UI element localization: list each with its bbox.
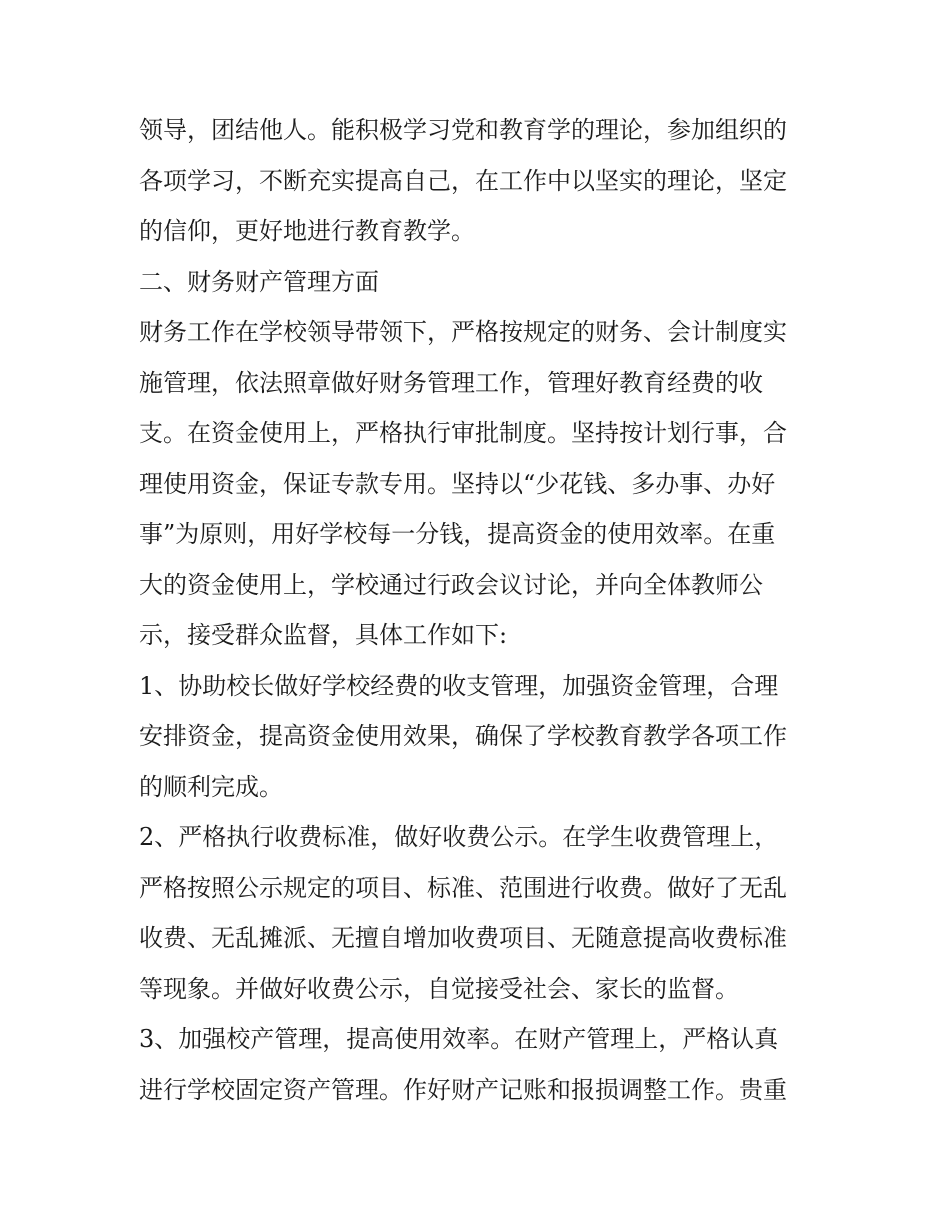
text-line: 领导，团结他人。能积极学习党和教育学的理论，参加组织的: [139, 116, 787, 144]
text-line: 收费、无乱摊派、无擅自增加收费项目、无随意提高收费标准: [139, 924, 787, 952]
document-body: [139, 105, 819, 1115]
text-line: 的顺利完成。: [139, 772, 283, 801]
text-line: 事”为原则，用好学校每一分钱，提高资金的使用效率。在重: [139, 520, 776, 548]
text-line: 施管理，依法照章做好财务管理工作，管理好教育经费的收: [139, 368, 763, 397]
text-line: 理使用资金，保证专款专用。坚持以“少花钱、多办事、办好: [139, 469, 776, 498]
section-heading: 二、财务财产管理方面: [139, 267, 379, 296]
text-line: 财务工作在学校领导带领下，严格按规定的财务、会计制度实: [139, 318, 787, 346]
text-line: 大的资金使用上，学校通过行政会议讨论，并向全体教师公: [139, 570, 763, 599]
text-line: 支。在资金使用上，严格执行审批制度。坚持按计划行事，合: [139, 419, 787, 447]
list-item-3: 3、加强校产管理，提高使用效率。在财产管理上，严格认真: [139, 1025, 779, 1053]
text-line: 的信仰，更好地进行教育教学。: [139, 217, 475, 245]
text-line: 严格按照公示规定的项目、标准、范围进行收费。做好了无乱: [139, 873, 787, 902]
text-line: 各项学习，不断充实提高自己，在工作中以坚实的理论，坚定: [139, 166, 787, 195]
list-item-1: 1、协助校长做好学校经费的收支管理，加强资金管理，合理: [139, 671, 779, 700]
text-line: 进行学校固定资产管理。作好财产记账和报损调整工作。贵重: [139, 1075, 787, 1104]
text-line: 等现象。并做好收费公示，自觉接受社会、家长的监督。: [139, 974, 739, 1003]
list-item-2: 2、严格执行收费标准，做好收费公示。在学生收费管理上，: [139, 823, 779, 851]
text-line: 示，接受群众监督，具体工作如下:: [139, 621, 508, 649]
text-line: 安排资金，提高资金使用效果，确保了学校教育教学各项工作: [139, 722, 787, 750]
